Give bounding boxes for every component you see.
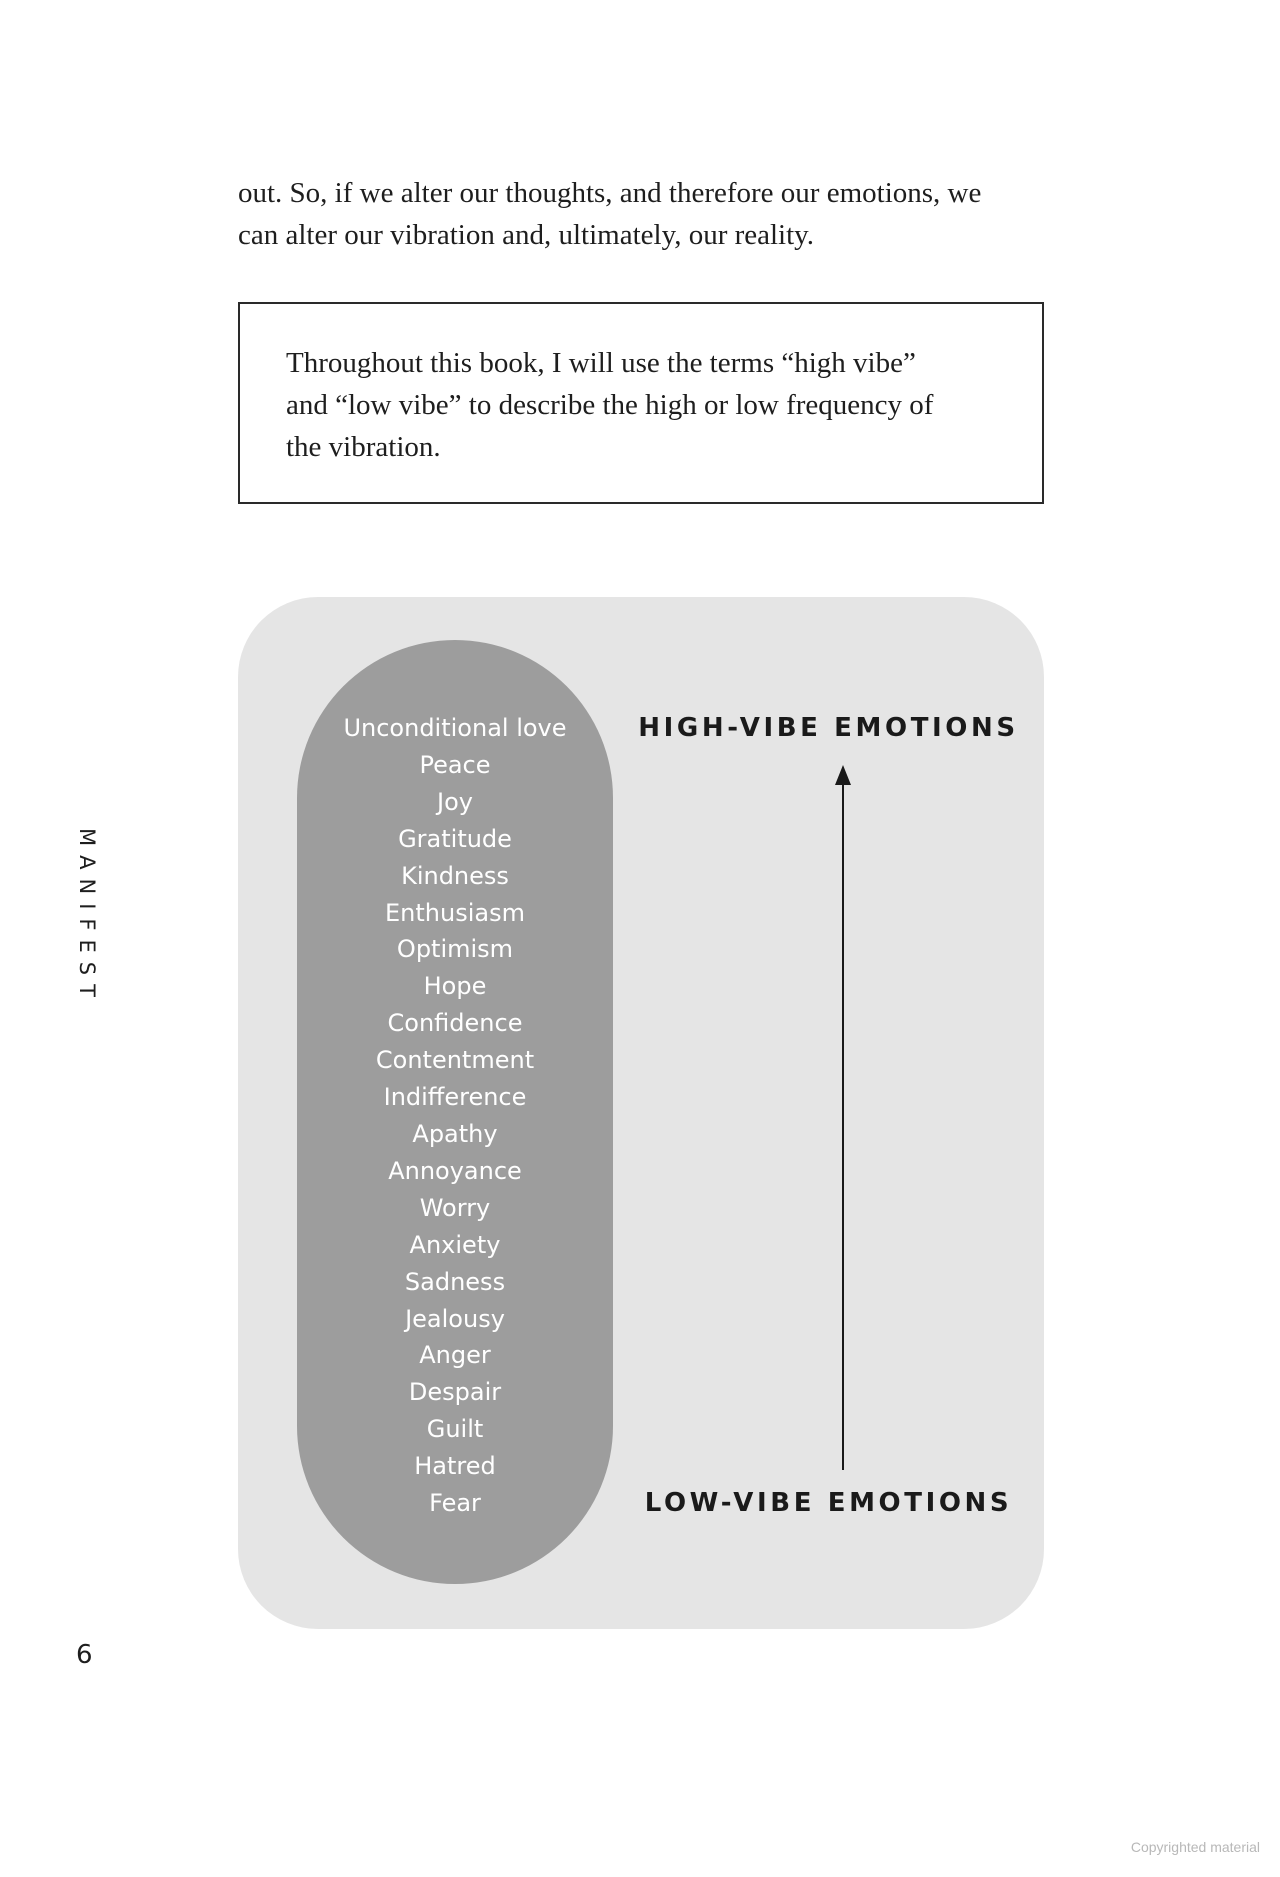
emotion-item: Indifference <box>383 1083 527 1112</box>
body-line: out. So, if we alter our thoughts, and therefore our emotions, we <box>238 177 982 209</box>
body-paragraph <box>238 172 1058 256</box>
emotion-pill <box>297 640 613 1584</box>
arrow-up-icon <box>833 765 853 1470</box>
note-box <box>238 302 1044 504</box>
emotion-item: Hope <box>423 972 487 1001</box>
page-number: 6 <box>76 1640 93 1670</box>
emotion-item: Sadness <box>404 1267 506 1296</box>
emotion-item: Jealousy <box>405 1304 505 1333</box>
emotion-item: Kindness <box>401 861 509 890</box>
high-vibe-label: HIGH-VIBE EMOTIONS <box>638 713 1019 743</box>
emotion-item: Unconditional love <box>343 714 567 742</box>
running-head: MANIFEST <box>75 828 99 1006</box>
body-line: can alter our vibration and, ultimately, our reality. <box>238 219 815 251</box>
note-text <box>286 342 933 468</box>
emotion-item: Anger <box>419 1341 491 1370</box>
emotion-item: Confidence <box>387 1009 523 1038</box>
emotion-item: Enthusiasm <box>385 898 525 927</box>
emotion-item: Gratitude <box>398 824 512 853</box>
emotion-item: Guilt <box>426 1415 484 1444</box>
note-line: Throughout this book, I will use the terms “high vibe” <box>286 347 916 379</box>
copyright-watermark: Copyrighted material <box>1130 1839 1260 1855</box>
emotion-item: Worry <box>419 1193 491 1222</box>
note-line: and “low vibe” to describe the high or low frequency of <box>286 389 934 421</box>
emotion-list <box>297 710 613 1522</box>
emotion-item: Fear <box>429 1489 481 1518</box>
emotion-item: Despair <box>408 1378 502 1407</box>
emotion-item: Apathy <box>412 1119 498 1148</box>
low-vibe-label: LOW-VIBE EMOTIONS <box>644 1488 1013 1518</box>
emotion-item: Joy <box>437 787 473 816</box>
emotion-item: Hatred <box>414 1452 496 1481</box>
note-line: the vibration. <box>286 431 441 463</box>
emotion-item: Peace <box>419 750 491 779</box>
emotion-item: Optimism <box>396 935 514 964</box>
emotion-item: Annoyance <box>388 1156 522 1185</box>
emotion-item: Anxiety <box>409 1230 501 1259</box>
emotion-scale-diagram <box>238 597 1044 1629</box>
emotion-item: Contentment <box>375 1046 535 1075</box>
